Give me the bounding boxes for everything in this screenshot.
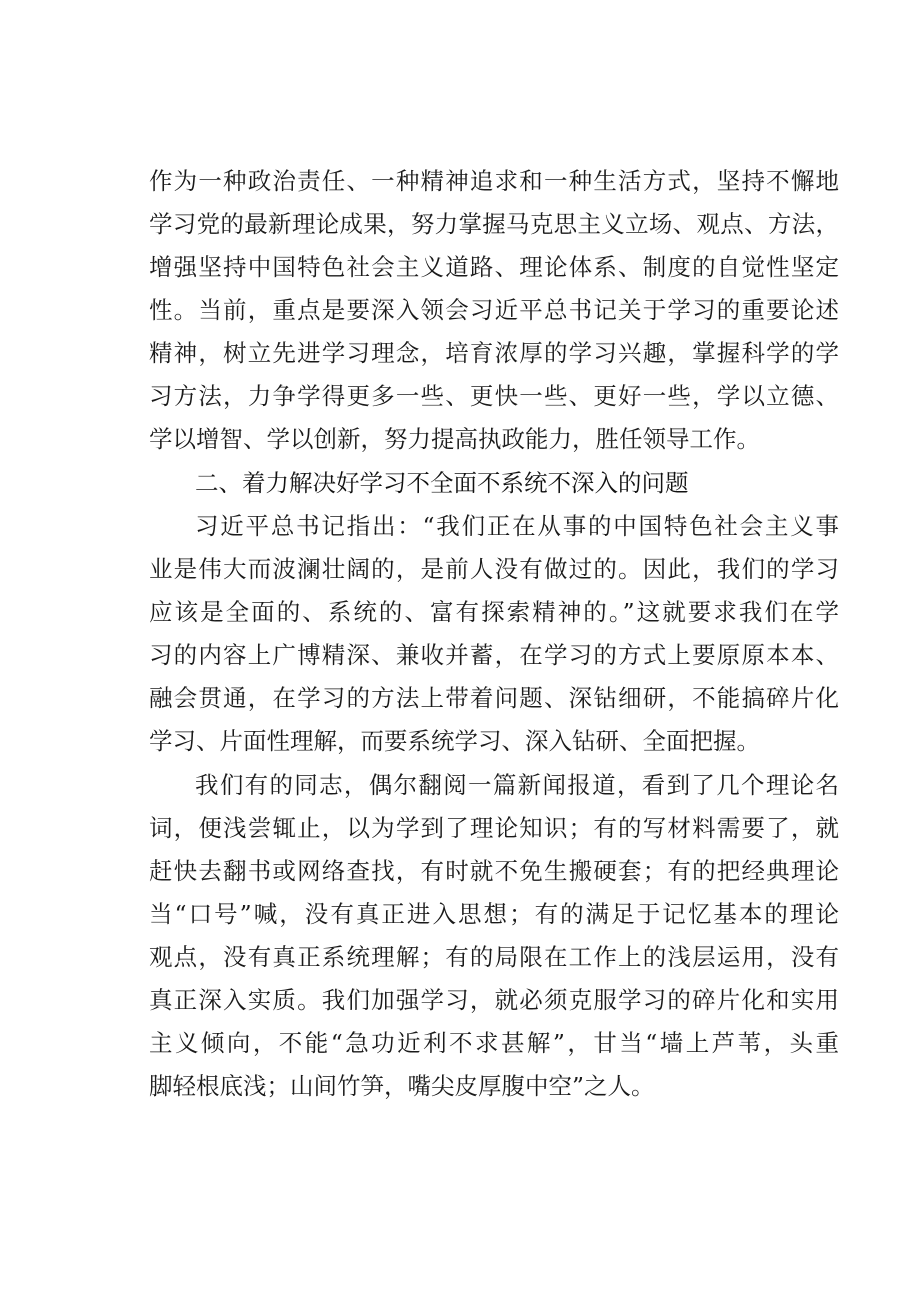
text-line: 习的内容上广博精深、兼收并蓄，在学习的方式上要原原本本、: [149, 641, 839, 669]
text-line: 词，便浅尝辄止，以为学到了理论知识；有的写材料需要了，就: [149, 814, 839, 842]
text-line: 赶快去翻书或网络查找，有时就不免生搬硬套；有的把经典理论: [149, 857, 839, 885]
text-line: 学以增智、学以创新，努力提高执政能力，胜任领导工作。: [149, 425, 760, 453]
text-line: 融会贯通，在学习的方法上带着问题、深钻细研，不能搞碎片化: [149, 684, 839, 712]
text-line: 应该是全面的、系统的、富有探索精神的。”这就要求我们在学: [149, 598, 839, 626]
text-line: 观点，没有真正系统理解；有的局限在工作上的浅层运用，没有: [149, 943, 839, 971]
text-line: 性。当前，重点是要深入领会习近平总书记关于学习的重要论述: [149, 296, 839, 324]
text-line: 学习党的最新理论成果，努力掌握马克思主义立场、观点、方法，: [149, 210, 839, 238]
section-heading: 二、着力解决好学习不全面不系统不深入的问题: [195, 469, 689, 497]
text-line: 业是伟大而波澜壮阔的，是前人没有做过的。因此，我们的学习: [149, 555, 839, 583]
text-line: 主义倾向，不能“急功近利不求甚解”，甘当“墙上芦苇，头重: [149, 1029, 839, 1057]
text-line: 作为一种政治责任、一种精神追求和一种生活方式，坚持不懈地: [149, 167, 839, 195]
text-line: 精神，树立先进学习理念，培育浓厚的学习兴趣，掌握科学的学: [149, 339, 839, 367]
text-line: 习方法，力争学得更多一些、更快一些、更好一些，学以立德、: [149, 382, 839, 410]
text-line: 增强坚持中国特色社会主义道路、理论体系、制度的自觉性坚定: [149, 253, 839, 281]
text-line: 我们有的同志，偶尔翻阅一篇新闻报道，看到了几个理论名: [195, 771, 839, 799]
text-line: 当“口号”喊，没有真正进入思想；有的满足于记忆基本的理论: [149, 900, 839, 928]
text-line: 脚轻根底浅；山间竹笋，嘴尖皮厚腹中空”之人。: [149, 1072, 655, 1100]
text-line: 真正深入实质。我们加强学习，就必须克服学习的碎片化和实用: [149, 986, 839, 1014]
text-line: 习近平总书记指出：“我们正在从事的中国特色社会主义事: [195, 512, 839, 540]
text-line: 学习、片面性理解，而要系统学习、深入钻研、全面把握。: [149, 727, 760, 755]
